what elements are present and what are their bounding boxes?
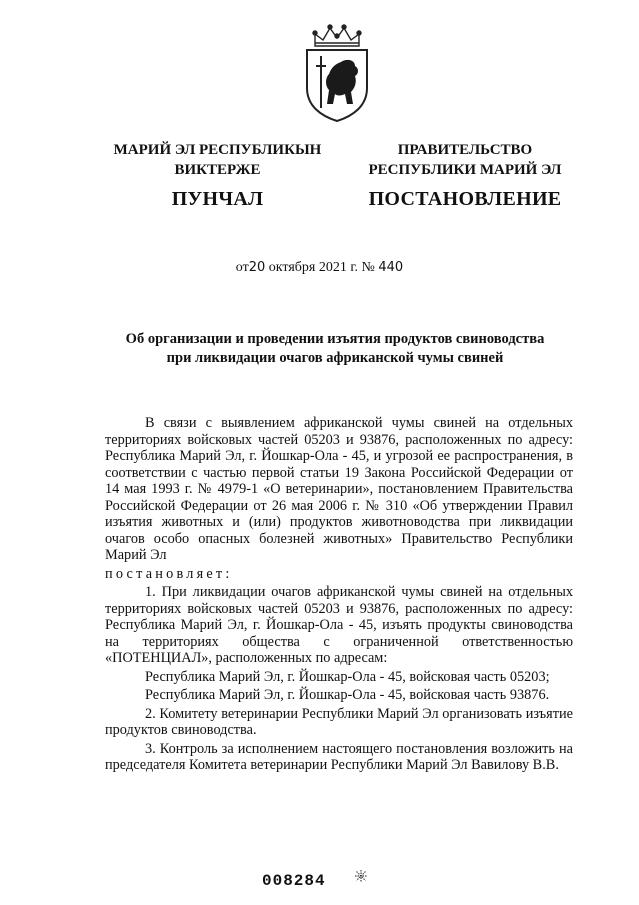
header-right-line1: ПРАВИТЕЛЬСТВО [397, 142, 533, 158]
item-3: 3. Контроль за исполнением настоящего постановления возложить на председателя Комитета ветеринарии Республики Марий Эл Вавилову В.В. [105, 740, 573, 773]
document-body [105, 415, 573, 776]
date-prefix: от [235, 260, 249, 275]
address-2: Республика Марий Эл, г. Йошкар-Ола - 45, войсковая часть 93876. [145, 687, 550, 703]
item-1: 1. При ликвидации очагов африканской чумы свиней на отдельных территориях войсковых частей 05203 и 93876, расположенных по адресу: Республика Марий Эл, г. Йошкар-Ола - 45, изъять продукты свиноводства на территориях общества с ограниченной ответственностью «ПОТЕНЦИАЛ», расположенных по адресам: [105, 584, 573, 666]
title-line2: при ликвидации очагов африканской чумы свиней [166, 350, 504, 366]
document-number: 440 [378, 260, 404, 275]
header-left-block [90, 140, 345, 209]
intro-paragraph: В связи с выявлением африканской чумы свиней на отдельных территориях войсковых частей 05203 и 93876, расположенных по адресу: Республика Марий Эл, г. Йошкар-Ола - 45, и угрозой ее распространения, в соответствии с частью первой статьи 19 Закона Российской Федерации от 14 мая 1993 г. № 4979-1 «О ветеринарии», постановлением Правительства Российской Федерации от 26 мая 2006 г. № 310 «Об утверждении Правил изъятия животных и (или) продуктов животноводства при ликвидации очагов особо опасных болезней животных» Правительство Республики Марий Эл [105, 415, 573, 563]
serial-number: 008284 [262, 872, 326, 890]
coat-of-arms-icon [297, 22, 377, 124]
header-right-line2: РЕСПУБЛИКИ МАРИЙ ЭЛ [368, 162, 562, 178]
header-right-doc-type: ПОСТАНОВЛЕНИЕ [368, 188, 562, 210]
date-month-year: октября 2021 г. № [265, 260, 379, 275]
title-line1: Об организации и проведении изъятия продуктов свиноводства [125, 331, 545, 347]
header-left-line1: МАРИЙ ЭЛ РЕСПУБЛИКЫН [113, 142, 322, 158]
document-title [90, 330, 580, 368]
asterisk-mark-icon [354, 869, 368, 888]
header-left-doc-type: ПУНЧАЛ [171, 188, 264, 210]
date-day: 20 [248, 260, 266, 275]
resolves-word: постановляет: [105, 565, 233, 582]
header-right-block [345, 140, 585, 209]
header-left-line2: ВИКТЕРЖЕ [174, 162, 261, 178]
address-1: Республика Марий Эл, г. Йошкар-Ола - 45, войсковая часть 05203; [145, 668, 550, 685]
item-2: 2. Комитету ветеринарии Республики Марий Эл организовать изъятие продуктов свиноводства. [105, 705, 573, 738]
date-line [0, 260, 639, 276]
